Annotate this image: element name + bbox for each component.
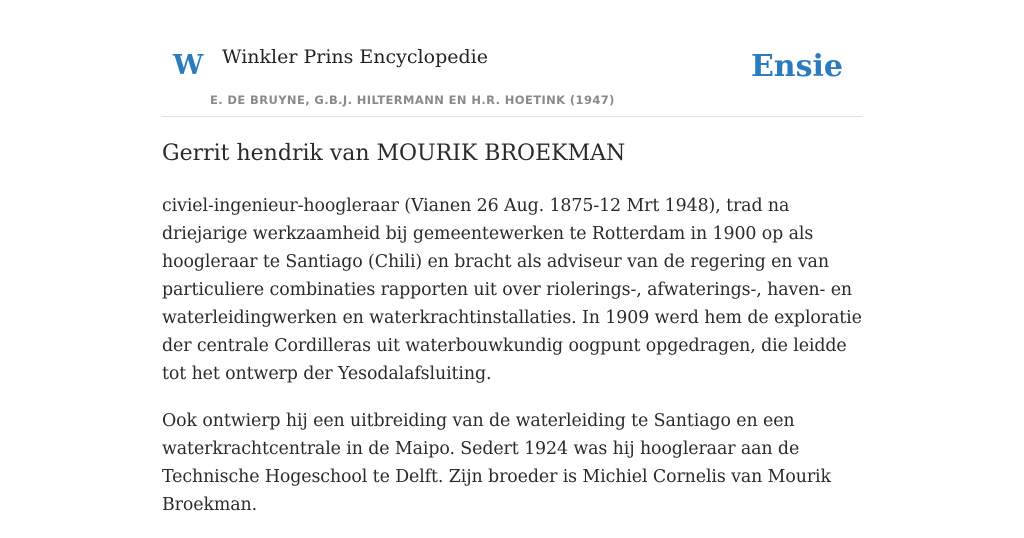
source-title[interactable]: Winkler Prins Encyclopedie: [222, 46, 488, 68]
article-body: [162, 192, 862, 538]
article-paragraph: Ook ontwierp hij een uitbreiding van de waterleiding te Santiago en een waterkrachtcentrale in de Maipo. Sedert 1924 was hij hoogleraar aan de Technische Hogeschool te Delft. Zijn broeder is Michiel Cornelis van Mourik Broekman.: [162, 411, 831, 515]
article-title: Gerrit hendrik van MOURIK BROEKMAN: [162, 141, 626, 166]
ensie-logo[interactable]: Ensie: [750, 49, 843, 84]
page: [162, 0, 862, 515]
source-authors: E. DE BRUYNE, G.B.J. HILTERMANN EN H.R. HOETINK (1947): [210, 93, 615, 107]
article-paragraph: civiel-ingenieur-hoogleraar (Vianen 26 Aug. 1875-12 Mrt 1948), trad na driejarige werkzaamheid bij gemeentewerken te Rotterdam in 1900 op als hoogleraar te Santiago (Chili) en bracht als adviseur van de regering en van particuliere combinaties rapporten uit over riolerings-, afwaterings-, haven- en waterleidingwerken en waterkrachtinstallaties. In 1909 werd hem de exploratie der centrale Cordilleras uit waterbouwkundig oogpunt opgedragen, die leidde tot het ontwerp der Yesodalafsluiting.: [162, 196, 862, 384]
winkler-prins-logo-icon[interactable]: W: [173, 50, 204, 81]
source-header: [162, 0, 862, 117]
